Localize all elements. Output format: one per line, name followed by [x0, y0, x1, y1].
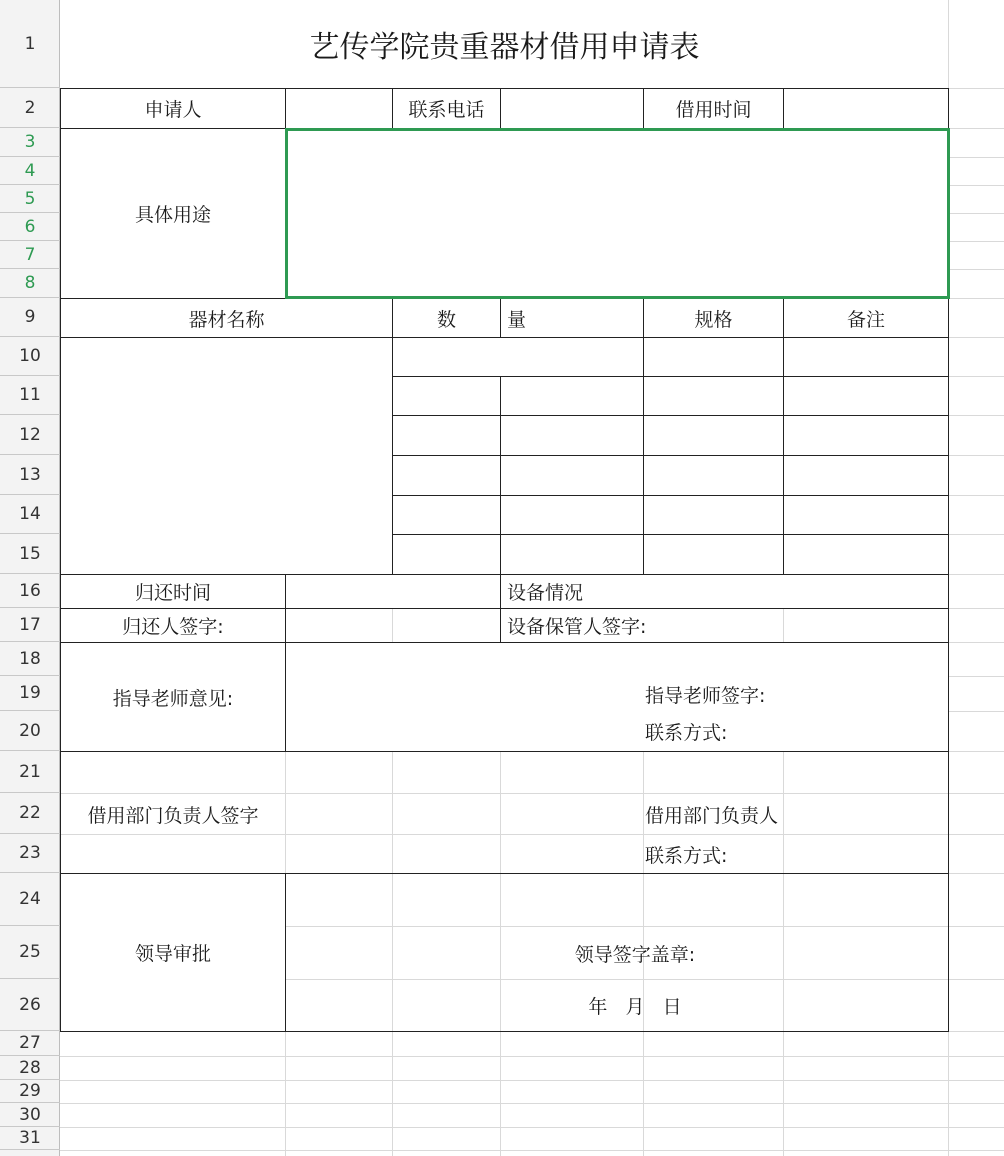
row-header-12[interactable]: 12 [0, 415, 60, 455]
dept-head-sign-label[interactable]: 借用部门负责人签字 [61, 794, 285, 834]
leader-sign-label: 领导签字盖章: [574, 943, 696, 966]
row-header-23[interactable]: 23 [0, 834, 60, 873]
gridline [60, 1127, 1004, 1128]
row-header-16[interactable]: 16 [0, 574, 60, 608]
gridline [60, 1080, 1004, 1081]
date-label: 年 月 日 [588, 996, 682, 1018]
form-border [60, 337, 949, 338]
form-border [500, 298, 501, 338]
form-border [392, 376, 949, 377]
applicant-label[interactable]: 申请人 [61, 89, 285, 128]
form-border [60, 642, 949, 643]
form-border [783, 298, 784, 575]
gridline [60, 1103, 1004, 1104]
row-header-19[interactable]: 19 [0, 676, 60, 711]
form-border [60, 574, 949, 575]
teacher-sign-label: 指导老师签字: [645, 684, 766, 707]
row-header-18[interactable]: 18 [0, 642, 60, 676]
row-header-29[interactable]: 29 [0, 1080, 60, 1103]
row-header-9[interactable]: 9 [0, 298, 60, 337]
form-border [392, 495, 949, 496]
phone-label[interactable]: 联系电话 [393, 89, 500, 128]
row-header-2[interactable]: 2 [0, 88, 60, 128]
gridline [60, 1056, 1004, 1057]
row-header-17[interactable]: 17 [0, 608, 60, 642]
form-border [392, 88, 393, 129]
form-border [60, 88, 949, 89]
form-border [392, 455, 949, 456]
row-header-column [0, 0, 60, 1156]
row-header-24[interactable]: 24 [0, 873, 60, 926]
row-header-5[interactable]: 5 [0, 185, 60, 213]
form-border [643, 298, 644, 575]
row-header-26[interactable]: 26 [0, 979, 60, 1031]
form-border [392, 534, 949, 535]
form-border [500, 88, 501, 129]
form-title[interactable]: 艺传学院贵重器材借用申请表 [61, 0, 948, 88]
quantity-label-1[interactable]: 数 [393, 299, 500, 337]
borrow-time-label[interactable]: 借用时间 [644, 89, 783, 128]
teacher-contact-label: 联系方式: [645, 721, 728, 744]
row-header-8[interactable]: 8 [0, 269, 60, 298]
gridline [60, 834, 1004, 835]
remarks-label[interactable]: 备注 [784, 299, 948, 337]
equipment-status-label[interactable]: 设备情况 [501, 575, 948, 608]
row-header-27[interactable]: 27 [0, 1031, 60, 1056]
purpose-label[interactable]: 具体用途 [61, 129, 285, 298]
form-border [60, 751, 949, 752]
form-border [392, 298, 393, 575]
form-border [60, 1031, 949, 1032]
return-time-label[interactable]: 归还时间 [61, 575, 285, 608]
row-header-10[interactable]: 10 [0, 337, 60, 376]
row-header-22[interactable]: 22 [0, 793, 60, 834]
form-border [392, 415, 949, 416]
form-border [783, 88, 784, 129]
form-border [60, 873, 949, 874]
spec-label[interactable]: 规格 [644, 299, 783, 337]
form-border [60, 128, 285, 129]
equipment-name-label[interactable]: 器材名称 [61, 299, 392, 337]
form-border [285, 873, 286, 1032]
form-border [60, 88, 61, 1032]
keeper-sign-label[interactable]: 设备保管人签字: [501, 609, 783, 642]
row-header-20[interactable]: 20 [0, 711, 60, 751]
form-border [285, 574, 286, 752]
teacher-opinion-cell[interactable] [286, 643, 948, 751]
dept-head-label: 借用部门负责人 [645, 804, 779, 827]
gridline [60, 1150, 1004, 1151]
row-header-1[interactable]: 1 [0, 0, 60, 88]
row-header-13[interactable]: 13 [0, 455, 60, 495]
dept-head-contact-label: 联系方式: [645, 844, 728, 867]
teacher-opinion-label[interactable]: 指导老师意见: [61, 643, 285, 751]
row-header-7[interactable]: 7 [0, 241, 60, 269]
form-border [643, 88, 644, 129]
row-header-4[interactable]: 4 [0, 157, 60, 185]
return-time-cell[interactable] [286, 575, 500, 608]
row-header-31[interactable]: 31 [0, 1127, 60, 1150]
row-header-25[interactable]: 25 [0, 926, 60, 979]
row-header-6[interactable]: 6 [0, 213, 60, 241]
selection-box[interactable] [285, 128, 950, 299]
quantity-label-2[interactable]: 量 [501, 299, 643, 337]
row-header-28[interactable]: 28 [0, 1056, 60, 1080]
row-header-14[interactable]: 14 [0, 495, 60, 534]
row-header-3[interactable]: 3 [0, 128, 60, 157]
row-header-21[interactable]: 21 [0, 751, 60, 793]
form-border [500, 574, 501, 643]
row-header-30[interactable]: 30 [0, 1103, 60, 1127]
equipment-name-cell[interactable] [61, 338, 392, 574]
leader-approval-label[interactable]: 领导审批 [61, 874, 285, 1031]
returner-sign-label[interactable]: 归还人签字: [61, 609, 285, 642]
form-border [500, 376, 501, 575]
quantity-cell-merged[interactable] [393, 338, 643, 376]
row-header-15[interactable]: 15 [0, 534, 60, 574]
form-border [60, 608, 949, 609]
row-header-11[interactable]: 11 [0, 376, 60, 415]
